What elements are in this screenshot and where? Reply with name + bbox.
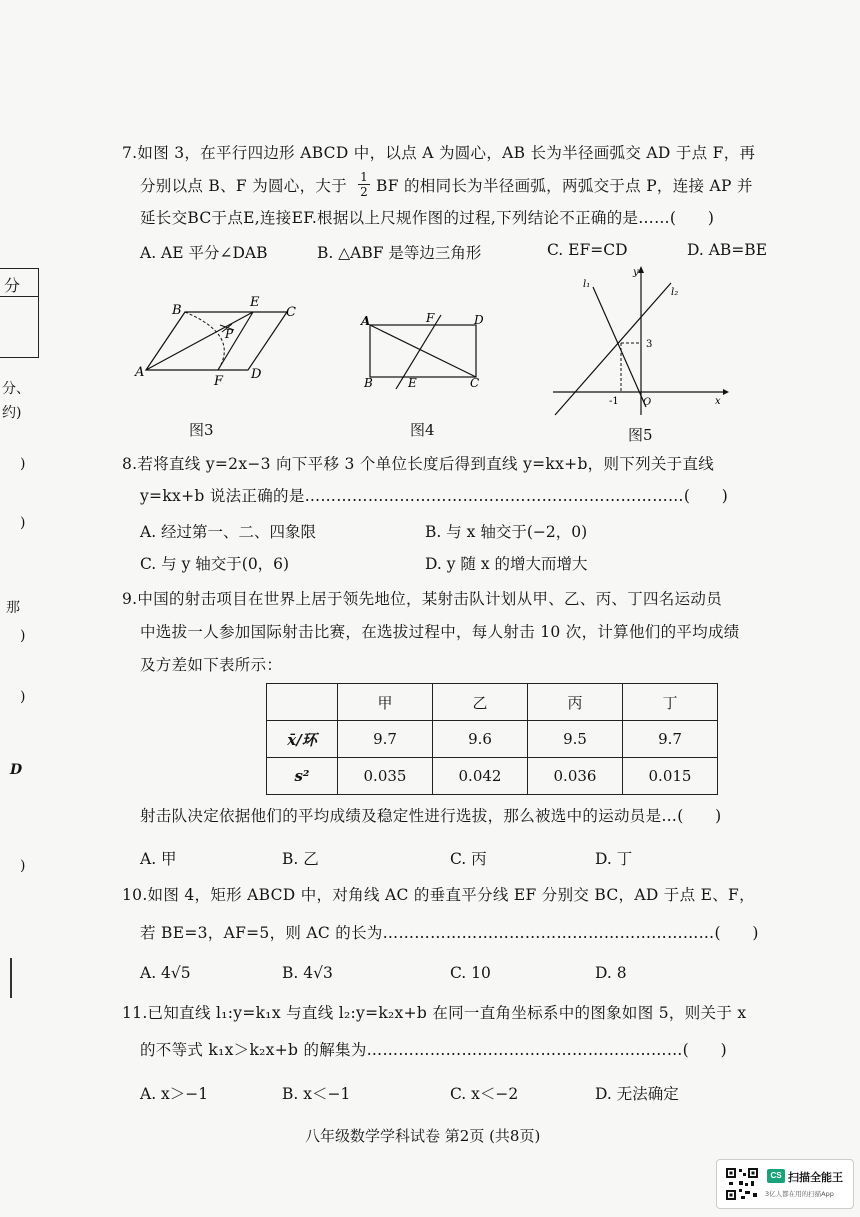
q8-option-b: B. 与 x 轴交于(−2，0): [425, 523, 588, 541]
fig5-label: l₂: [671, 287, 679, 298]
q7-line3: 延长交BC于点E,连接EF.根据以上尺规作图的过程,下列结论不正确的是……( ): [140, 209, 715, 227]
scanner-brand: 扫描全能王: [788, 1171, 843, 1184]
table-header: 乙: [433, 684, 528, 721]
q11-line2: 的不等式 k₁x＞k₂x+b 的解集为……………………………………………………( ): [140, 1041, 727, 1059]
table-header: 丙: [528, 684, 623, 721]
fig4-label: C: [470, 376, 480, 390]
fig5-caption: 图5: [628, 426, 653, 444]
q11-line1: 11.已知直线 l₁:y=k₁x 与直线 l₂:y=k₂x+b 在同一直角坐标系中的图象如图 5，则关于 x: [122, 1004, 747, 1022]
margin-score-divider: [0, 296, 38, 297]
figure-5: [545, 265, 730, 425]
table-header: 丁: [623, 684, 718, 721]
q9-score-table: [266, 683, 718, 795]
q11-option-a: A. x＞−1: [140, 1085, 209, 1103]
scanner-watermark: [716, 1159, 854, 1209]
table-header-row: [267, 684, 718, 721]
table-cell: 0.036: [528, 758, 623, 795]
fig3-label: F: [214, 374, 224, 389]
fraction-numerator: 1: [360, 170, 368, 184]
table-cell: 9.7: [338, 721, 433, 758]
fig3-label: D: [251, 367, 262, 382]
q11-option-b: B. x＜−1: [282, 1085, 351, 1103]
q10-option-c: C. 10: [450, 964, 491, 982]
fig5-label: -1: [609, 396, 619, 407]
fig5-label: O: [643, 397, 652, 408]
q10-option-b: B. 4√3: [282, 964, 333, 982]
table-row-label: x̄/环: [267, 721, 338, 758]
q11-option-d: D. 无法确定: [595, 1085, 679, 1103]
table-cell: 9.7: [623, 721, 718, 758]
q8-option-a: A. 经过第一、二、四象限: [140, 523, 317, 541]
q9-option-a: A. 甲: [140, 850, 177, 868]
page-footer: 八年级数学学科试卷 第2页 (共8页): [305, 1127, 541, 1145]
q7-option-d: D. AB=BE: [687, 241, 768, 259]
scanner-tagline: 3亿人都在用的扫描App: [765, 1190, 834, 1198]
margin-text: ): [20, 456, 26, 472]
q10-option-d: D. 8: [595, 964, 627, 982]
fig4-label: B: [364, 376, 373, 390]
table-cell: [267, 684, 338, 721]
fig3-caption: 图3: [189, 421, 214, 439]
q7-option-a: A. AE 平分∠DAB: [140, 244, 268, 262]
q7-line2a: 分别以点 B、F 为圆心，大于: [140, 177, 347, 195]
qr-code-icon: [725, 1167, 759, 1201]
fig3-label: C: [286, 305, 296, 320]
margin-text: ): [20, 515, 26, 531]
table-cell: 9.6: [433, 721, 528, 758]
q8-option-d: D. y 随 x 的增大而增大: [425, 555, 588, 573]
q9-line4: 射击队决定依据他们的平均成绩及稳定性进行选拔，那么被选中的运动员是…( ): [140, 807, 722, 825]
fig4-label: A: [361, 314, 371, 328]
q7-fraction: [358, 171, 370, 198]
margin-bar: [10, 958, 12, 998]
margin-text: D: [10, 762, 23, 778]
table-cell: 0.035: [338, 758, 433, 795]
margin-text: ): [20, 689, 26, 705]
fig3-label: E: [250, 295, 260, 310]
fig5-label: 3: [646, 339, 653, 350]
q7-option-c: C. EF=CD: [547, 241, 628, 259]
fig4-caption: 图4: [410, 421, 435, 439]
table-cell: 0.042: [433, 758, 528, 795]
q10-line2: 若 BE=3，AF=5，则 AC 的长为………………………………………………………( ): [140, 924, 759, 942]
q8-line2: y=kx+b 说法正确的是………………………………………………………………( ): [140, 487, 729, 505]
q9-option-d: D. 丁: [595, 850, 633, 868]
figure-3: [130, 290, 310, 390]
q7-option-b: B. △ABF 是等边三角形: [317, 244, 482, 262]
margin-text: 约): [2, 405, 22, 421]
fig4-label: E: [408, 376, 417, 390]
q10-option-a: A. 4√5: [140, 964, 191, 982]
figure-4: [356, 305, 496, 395]
q7-line1: 7.如图 3，在平行四边形 ABCD 中，以点 A 为圆心，AB 长为半径画弧交 AD 于点 F，再: [122, 144, 756, 162]
fig4-label: F: [426, 311, 435, 325]
q9-line3: 及方差如下表所示：: [140, 656, 283, 674]
table-row: [267, 721, 718, 758]
margin-text: 那: [6, 600, 20, 616]
fig3-label: P: [225, 327, 234, 341]
table-row: [267, 758, 718, 795]
fig5-label: l₁: [583, 279, 591, 290]
q9-line1: 9.中国的射击项目在世界上居于领先地位，某射击队计划从甲、乙、丙、丁四名运动员: [122, 590, 722, 608]
cs-logo-icon: CS: [767, 1169, 785, 1183]
table-row-label: s²: [267, 758, 338, 795]
fig5-label: x: [715, 396, 721, 407]
q11-option-c: C. x＜−2: [450, 1085, 519, 1103]
table-cell: 9.5: [528, 721, 623, 758]
fraction-denominator: 2: [360, 185, 368, 199]
q10-line1: 10.如图 4，矩形 ABCD 中，对角线 AC 的垂直平分线 EF 分别交 BC，AD 于点 E、F，: [122, 886, 755, 904]
table-cell: 0.015: [623, 758, 718, 795]
margin-text: 分、: [2, 381, 30, 397]
fig5-label: y: [633, 267, 639, 278]
q7-line2b: BF 的相同长为半径画弧，两弧交于点 P，连接 AP 并: [376, 177, 753, 195]
margin-text: ): [20, 628, 26, 644]
fig3-label: A: [135, 365, 145, 380]
q8-option-c: C. 与 y 轴交于(0，6): [140, 555, 290, 573]
q9-option-b: B. 乙: [282, 850, 319, 868]
q9-line2: 中选拔一人参加国际射击比赛，在选拔过程中，每人射击 10 次，计算他们的平均成绩: [140, 623, 740, 641]
table-header: 甲: [338, 684, 433, 721]
margin-text: ): [20, 858, 26, 874]
fig3-label: B: [172, 303, 182, 318]
fig4-label: D: [474, 313, 484, 327]
margin-text: 分: [4, 276, 21, 295]
q8-line1: 8.若将直线 y=2x−3 向下平移 3 个单位长度后得到直线 y=kx+b，则下列关于直线: [122, 455, 715, 473]
q9-option-c: C. 丙: [450, 850, 487, 868]
